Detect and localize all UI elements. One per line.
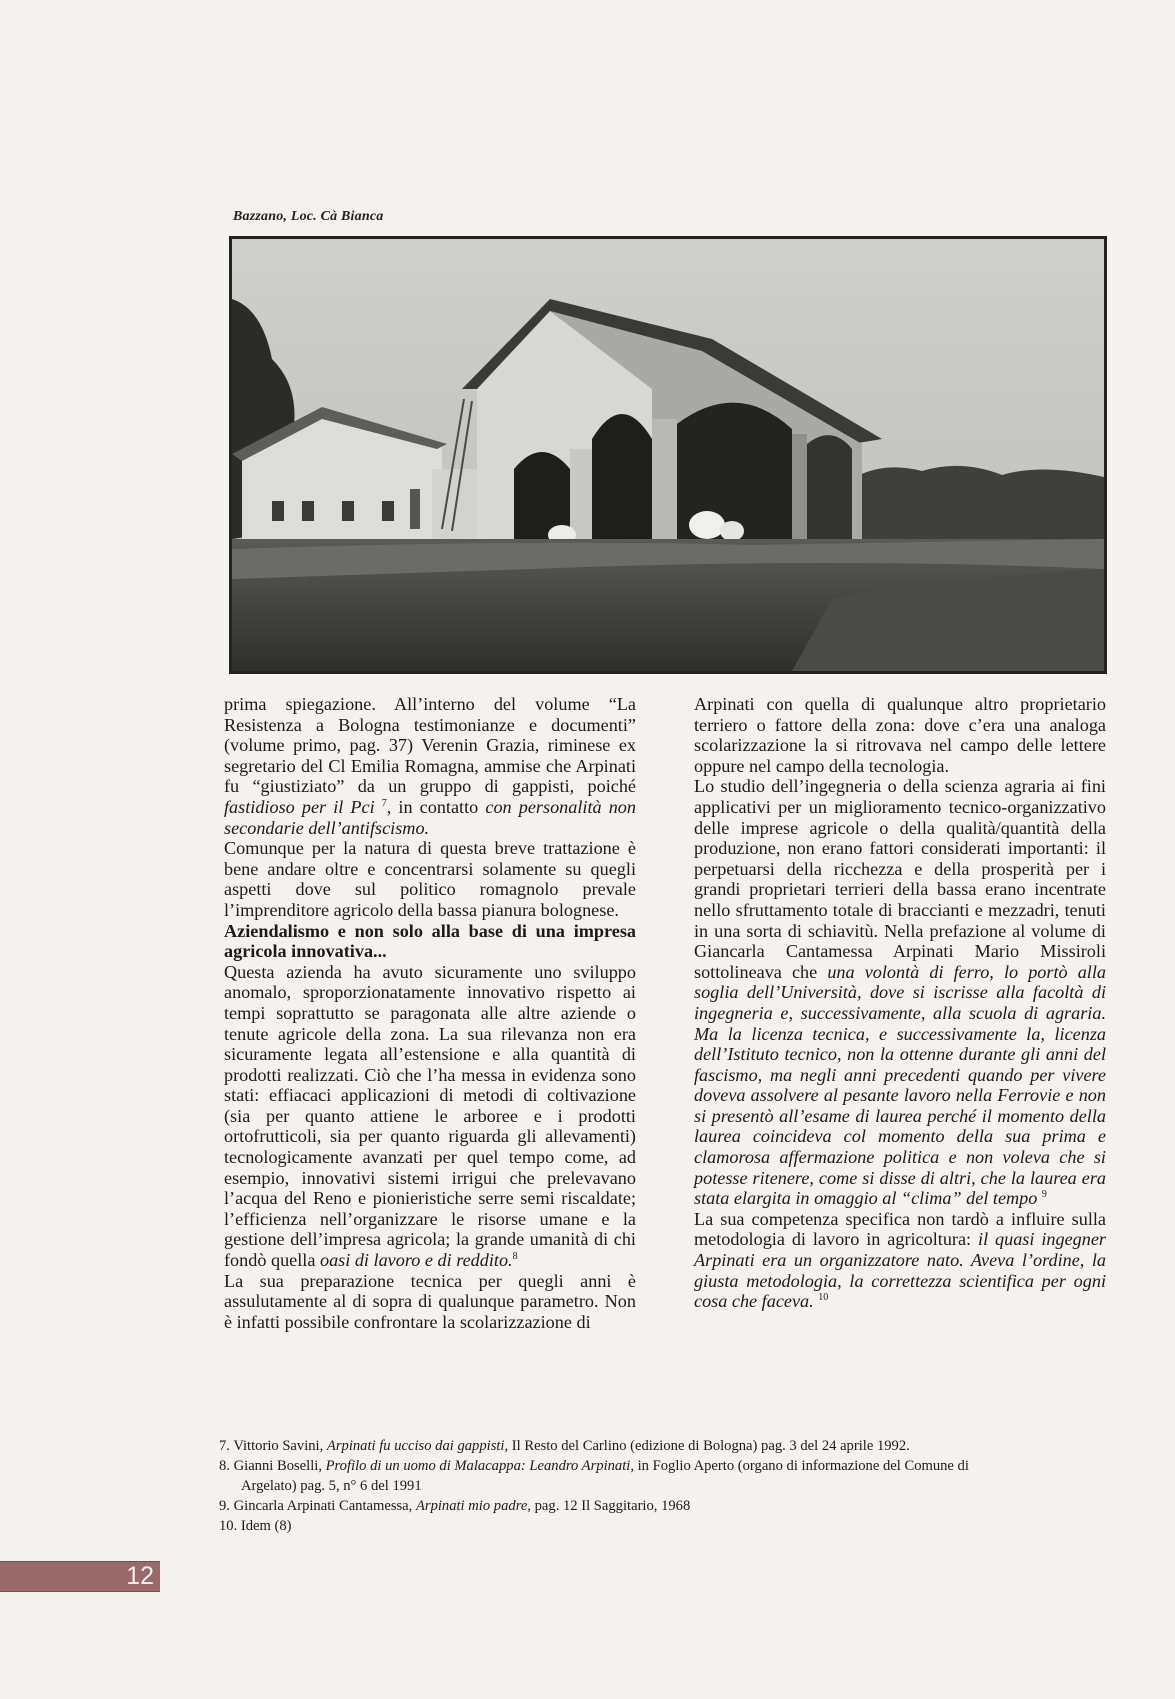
paragraph bbox=[694, 1209, 1106, 1312]
footnote bbox=[219, 1496, 1109, 1516]
footnote-ref: 7 bbox=[381, 797, 387, 809]
text-run: Il Resto del Carlino (edizione di Bologna) pag. 3 del 24 aprile 1992. bbox=[508, 1438, 910, 1454]
page-number: 12 bbox=[126, 1562, 154, 1590]
footnote bbox=[219, 1436, 1109, 1456]
footnote-ref: 9 bbox=[1041, 1189, 1047, 1201]
text-run: prima spiegazione. All’interno del volume “La Resistenza a Bologna testimonianze e documenti” (volume primo, pag. 37) Verenin Grazia, riminese ex segretario del Cl Emilia Romagna, ammise che Arpinati fu “giustiziato” da un gruppo di gappisti, poiché bbox=[224, 694, 636, 797]
text-run: 9. Gincarla Arpinati Cantamessa, bbox=[219, 1498, 416, 1514]
footnote: 10. Idem (8) bbox=[219, 1518, 292, 1534]
italic-text: con personalità non secondarie dell’antifscismo. bbox=[224, 796, 636, 838]
text-run: pag. 12 Il Saggitario, 1968 bbox=[530, 1498, 691, 1514]
text-run: in Foglio Aperto (organo di informazione del Comune di bbox=[633, 1458, 969, 1474]
paragraph: Arpinati con quella di qualunque altro proprietario terriero o fattore della zona: dove c’era una analoga scolarizzazione la si ritrovava nel campo delle lettere oppure nel campo della tecnologia. bbox=[694, 694, 1106, 776]
italic-text: una volontà di ferro, lo portò alla soglia dell’Università, dove si iscrisse alla facoltà di ingegneria e, successivamente, alla scuola di agraria. Ma la licenza tecnica, e successivamente la, licenza dell’Istituto tecnico, non la ottenne durante gli anni del fascismo, ma negli anni precedenti quando per vivere doveva assolvere al pesante lavoro nella Ferrovie e non si presentò all’esame di laurea perché il momento della laurea coincideva col momento della sua prima e clamorosa affermazione politica e non voleva che si potesse ritenere, come si disse di altri, che la laurea era stata elargita in omaggio al “clima” del tempo bbox=[694, 961, 1106, 1209]
paragraph bbox=[224, 962, 636, 1271]
paragraph bbox=[694, 776, 1106, 1208]
paragraph: La sua preparazione tecnica per quegli anni è assulutamente al di sopra di qualunque parametro. Non è infatti possibile confrontare la scolarizzazione di bbox=[224, 1270, 636, 1332]
italic-text: il quasi ingegner Arpinati era un organizzatore nato. Aveva l’ordine, la giusta metodologia, la correttezza scientifica per ogni cosa che faceva. bbox=[694, 1229, 1106, 1312]
paragraph: Comunque per la natura di questa breve trattazione è bene andare oltre e concentrarsi solamente su quegli aspetti dove sul politico romagnolo prevale l’imprenditore agricolo della bassa pianura bolognese. bbox=[224, 838, 636, 920]
page-number-tab bbox=[0, 1561, 160, 1592]
footnote-continuation: Argelato) pag. 5, n° 6 del 1991 bbox=[241, 1478, 422, 1494]
text-run: 7. Vittorio Savini, bbox=[219, 1438, 327, 1454]
left-column bbox=[224, 694, 636, 1332]
section-subheading: Aziendalismo e non solo alla base di una impresa agricola innovativa... bbox=[224, 920, 636, 962]
footnote bbox=[219, 1456, 1109, 1476]
italic-text: Arpinati mio padre, bbox=[415, 1498, 531, 1514]
text-run: 8. Gianni Boselli, bbox=[219, 1458, 326, 1474]
footnotes bbox=[219, 1436, 1109, 1536]
text-run: Lo studio dell’ingegneria o della scienza agraria ai fini applicativi per un miglioramento tecnico-organizzativo delle imprese agricole o della qualità/quantità della produzione, non erano fattori considerati importanti: il perpetuarsi della ricchezza e della prosperità per i grandi proprietari terrieri della bassa erano incentrate nello sfruttamento totale di braccianti e mezzadri, tenuti in una sorta di schiavitù. Nella prefazione al volume di Giancarla Cantamessa Arpinati Mario Missiroli sottolineava che bbox=[694, 776, 1106, 982]
italic-text: fastidioso per il Pci bbox=[224, 796, 375, 817]
paragraph bbox=[224, 694, 636, 838]
italic-text: Arpinati fu ucciso dai gappisti, bbox=[326, 1438, 509, 1454]
italic-text: oasi di lavoro e di reddito. bbox=[319, 1250, 513, 1271]
right-column bbox=[694, 694, 1106, 1312]
text-run: La sua competenza specifica non tardò a influire sulla metodologia di lavoro in agricoltura: bbox=[694, 1208, 1106, 1250]
text-run: , in contatto bbox=[386, 796, 486, 817]
footnote-ref: 8 bbox=[512, 1250, 518, 1262]
italic-text: Profilo di un uomo di Malacappa: Leandro Arpinati, bbox=[325, 1458, 634, 1474]
photo-caption: Bazzano, Loc. Cà Bianca bbox=[233, 209, 384, 224]
text-run: Questa azienda ha avuto sicuramente uno sviluppo anomalo, sproporzionatamente innovativo rispetto ai tempi soprattutto se paragonata alle altre aziende o tenute agricole della zona. La sua rilevanza non era sicuramente legata all’estensione e alla quantità di prodotti realizzati. Ciò che l’ha messa in evidenza sono stati: effiacaci applicazioni di metodi di coltivazione (sia per quanto attiene le arboree e i prodotti ortofrutticoli, sia per quanto riguarda gli allevamenti) tecnologicamente avanzati per quel tempo come, ad esempio, innovativi sistemi irrigui che prelevavano l’acqua del Reno e pionieristiche serre semi riscaldate; l’efficienza nell’organizzare le risorse umane e la gestione dell’impresa agricola; la grande umanità di chi fondò quella bbox=[224, 961, 636, 1271]
barn-photo bbox=[229, 236, 1107, 674]
footnote-ref: 10 bbox=[818, 1292, 829, 1304]
